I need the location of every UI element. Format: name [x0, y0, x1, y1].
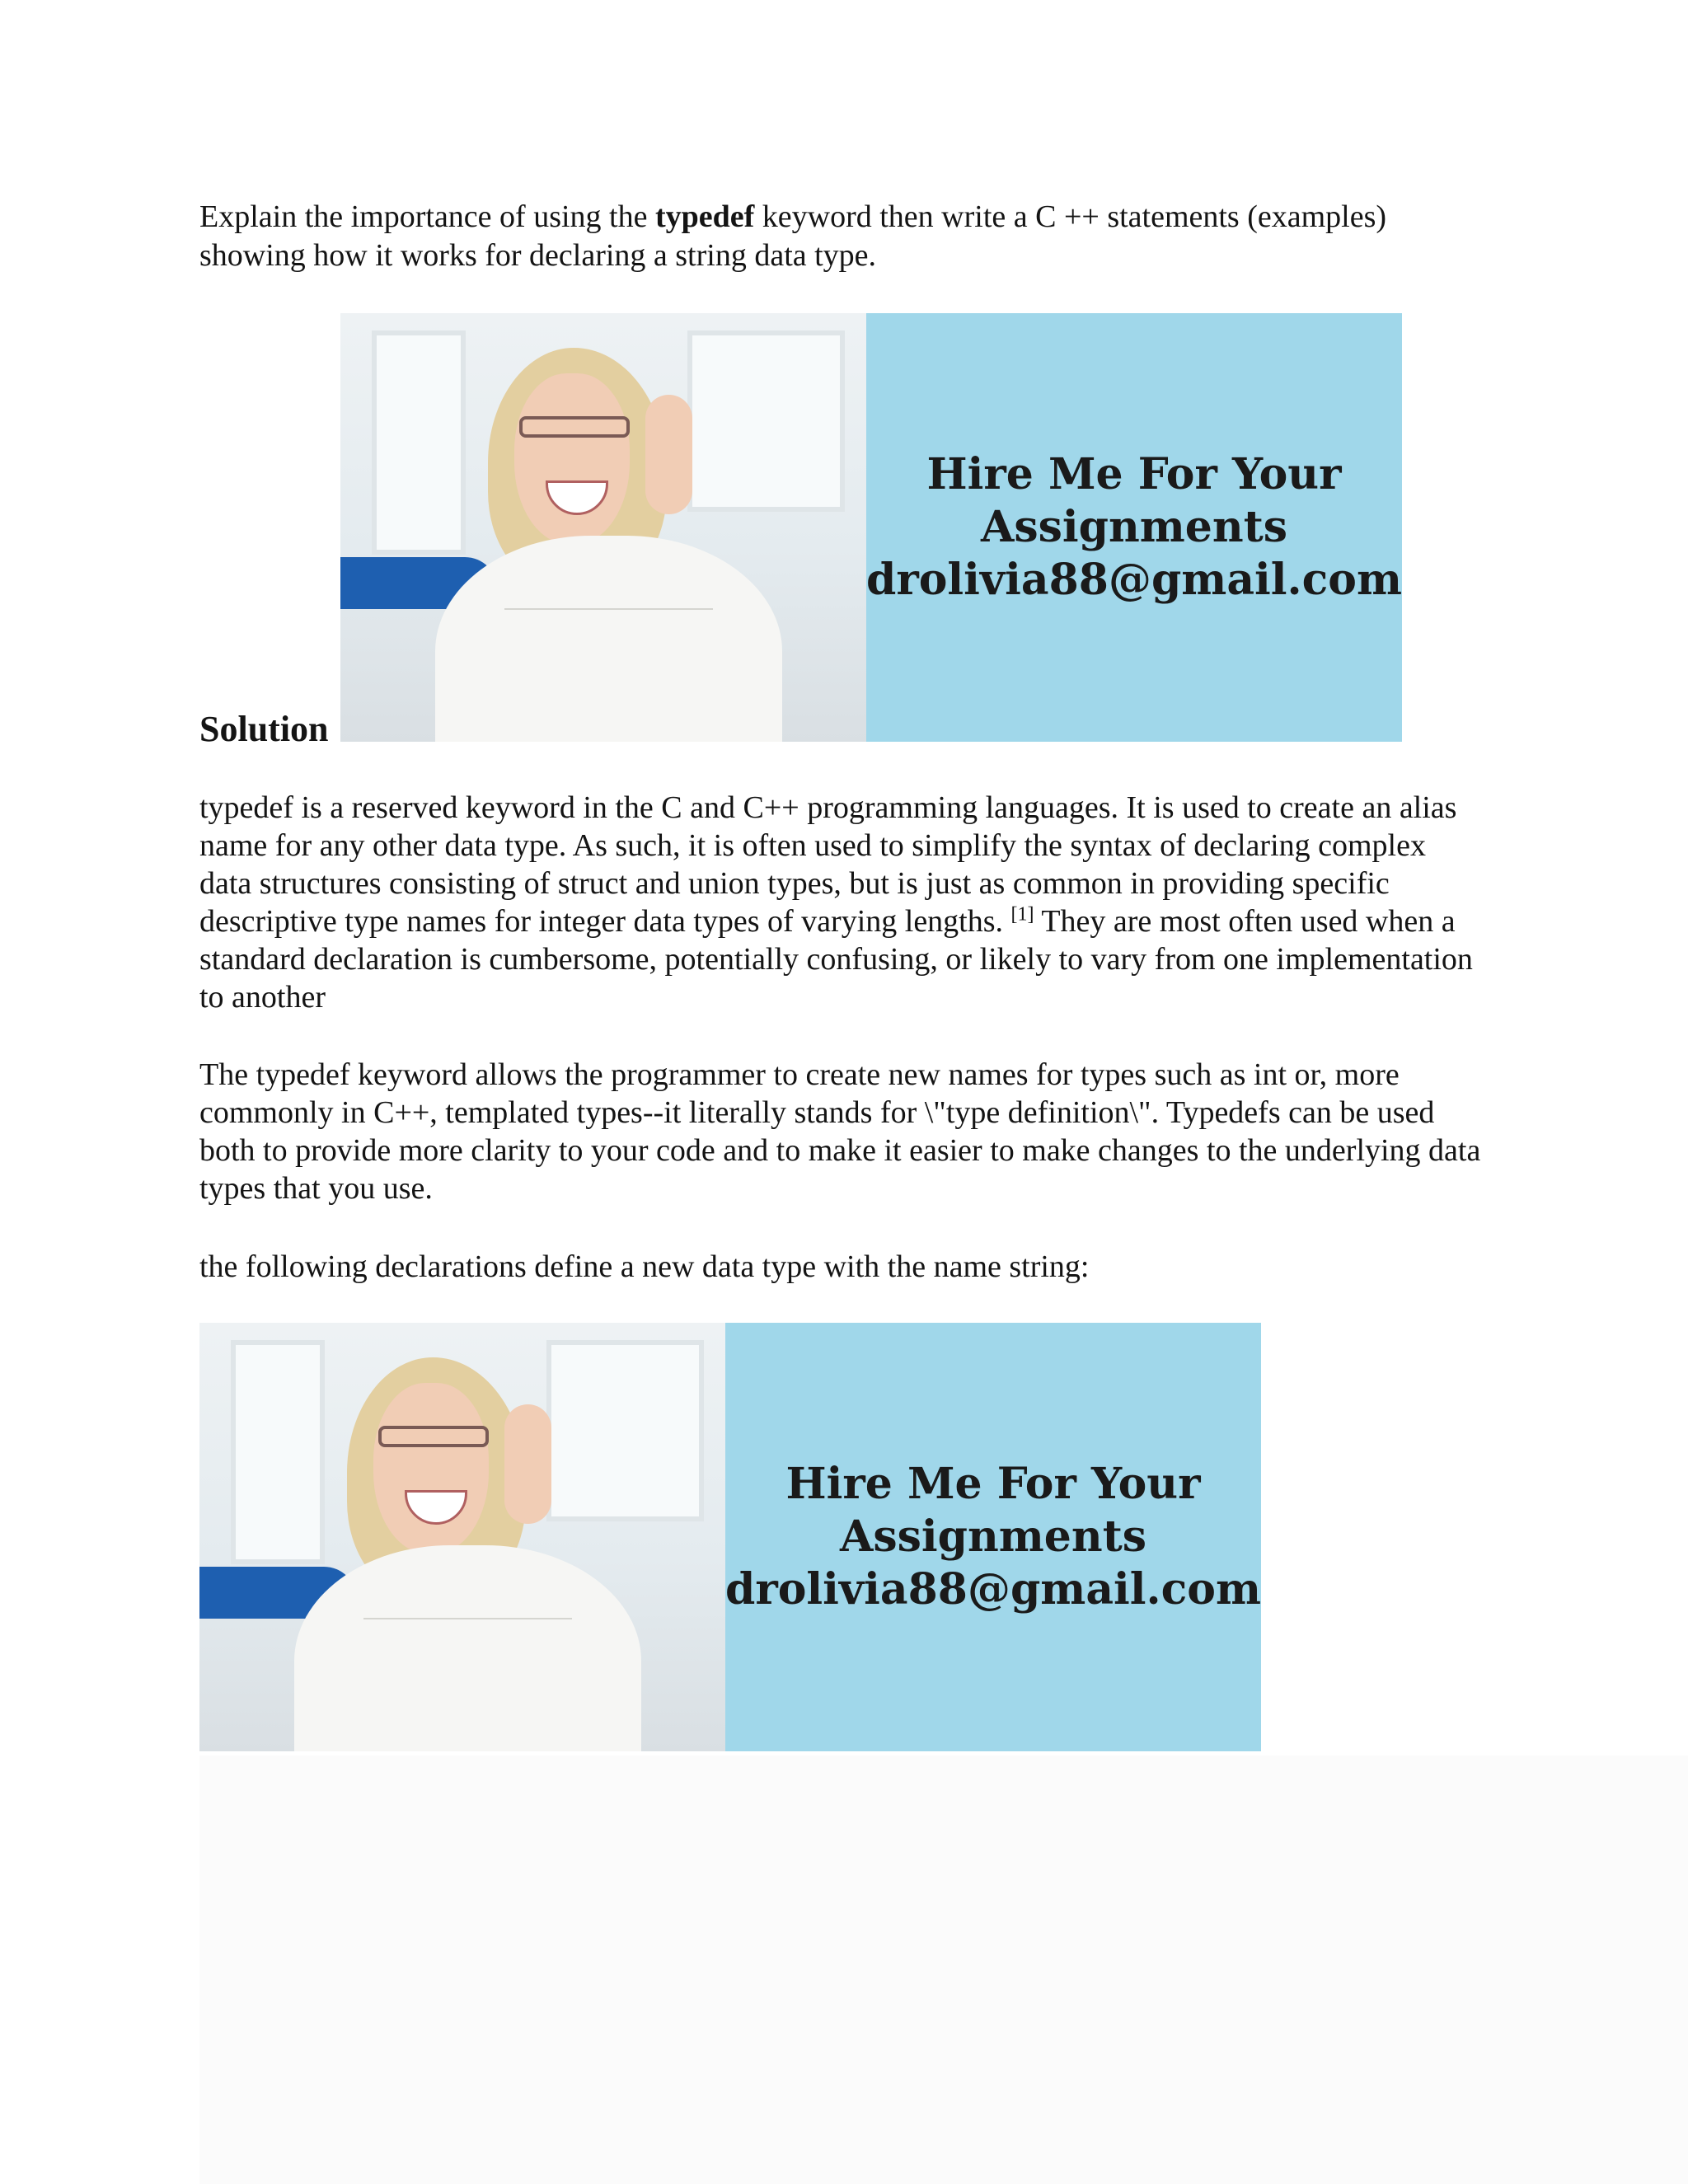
window-shape [687, 330, 845, 512]
hand-shape [504, 1404, 551, 1525]
face-shape [373, 1383, 489, 1554]
face-shape [514, 373, 630, 545]
ad-line-1: Hire Me For Your [926, 449, 1342, 499]
ad-banner-top [340, 313, 1402, 742]
para1-text-continued: They are most often used when a standard declaration is cumbersome, potentially confusing, or likely to vary from one implementation to another [199, 904, 1473, 1015]
ad-email: drolivia88@gmail.com [865, 555, 1402, 605]
question-text [199, 198, 1485, 275]
ad-line-2: Assignments [839, 1511, 1146, 1562]
para1-text: typedef is a reserved keyword in the C and C++ programming languages. It is used to create an alias name for any other data type. As such, it is often used to simplify the syntax of declaring complex data structures consisting of struct and union types, but is just as common in providing specific descriptive type names for integer data types of varying lengths. [199, 790, 1457, 939]
glasses-shape [519, 416, 630, 438]
ad-email: drolivia88@gmail.com [724, 1564, 1261, 1615]
woman-photo [340, 313, 866, 742]
window-shape [372, 330, 466, 555]
paragraph-typedef-definition [199, 789, 1485, 1016]
ad-line-2: Assignments [980, 502, 1287, 552]
solution-heading: Solution [199, 709, 329, 749]
glasses-shape [378, 1426, 489, 1447]
reference-marker: [1] [1010, 903, 1034, 926]
ad-banner-bottom [199, 1323, 1261, 1751]
woman-photo [199, 1323, 725, 1751]
question-after: keyword then write a C ++ statements (examples) showing how it works for declaring a string data type. [199, 199, 1387, 273]
blank-code-area [199, 1755, 1688, 2184]
window-shape [231, 1340, 325, 1564]
ad-text-panel [866, 313, 1402, 742]
blouse-shape [294, 1545, 641, 1751]
paragraph-typedef-usage: The typedef keyword allows the programmer to create new names for types such as int or, more commonly in C++, templated types--it literally stands for \"type definition\". Typedefs can be used both to provide more clarity to your code and to make it easier to make changes to the underlying data types that you use. [199, 1057, 1481, 1206]
paragraph-declarations-intro: the following declarations define a new data type with the name string: [199, 1249, 1090, 1284]
question-keyword: typedef [654, 199, 755, 234]
hand-shape [645, 395, 692, 515]
window-shape [546, 1340, 704, 1521]
blouse-shape [435, 536, 782, 742]
ad-line-1: Hire Me For Your [785, 1459, 1201, 1509]
question-before: Explain the importance of using the [199, 199, 655, 234]
ad-text-panel [725, 1323, 1261, 1751]
